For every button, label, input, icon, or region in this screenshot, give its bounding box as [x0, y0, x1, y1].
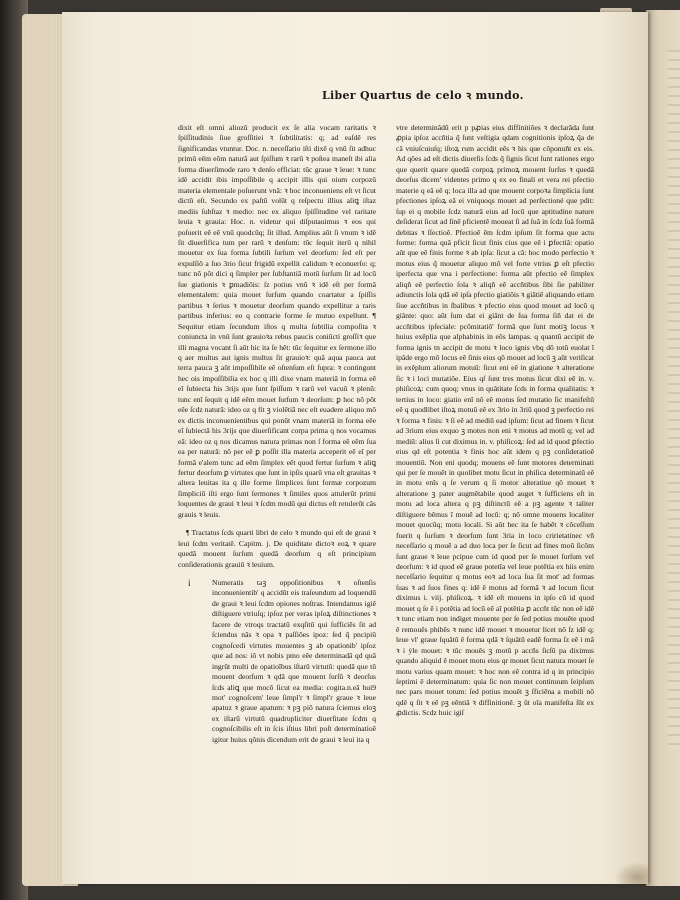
initial-guide-letter: i [188, 578, 191, 589]
facing-page-edge [646, 10, 680, 886]
left-paragraph-1: dixit eſt omni aliozũ producit ex ſe alia vocam raritatis ꝛ ſpiſſitudinis ſiue groſſitiei ꝛ ſubtilitatis: q; ad eaſdẽ res ſignificandas vtuntur. Doc. n. neceſſario iſti dixẽ q vnũ ſit adhuc primũ eẽm eõm naturã aut ſpiſſum ꝛ rarũ ꝛ poſtea maneſt ibi alia forma diuerſimode raro ꝛ denſo efficiat: tũc graue ꝛ leue: ꝛ tunc idẽ accidit ibis impoſſibile q accipit illis qui oium corpozũ materia elementale poſuerunt vnã: ꝛ hoc inconueniens eſt vt ſicut dictũ eſt. Secundo ex paſtũ volũt q reſpectu illius aliꝗ iſtaz mediis ſubſtaz ꝛ medio: nec ex aliquo ſpiſſitudine vel raritate leuia ꝛ grauia: Hoc. n. videtur qui diſputauimus ꝛ eos qui poſuerit eẽ eẽ vnũ quodcũq; ſit illud. Amplius aũt ſi vnum ꝛ idẽ ſit diuerſifica tum per rarũ ꝛ denſum: tũc ſequit iterũ q nihil mouetur ex ſua forma ſubtili ſurſum vel deorſum: ſed eſt per expulſiõ a ſuo 3rio ſicut frigidũ expellit calidum ꝛ econuerſo: q; tunc nõ põt dici q ſimpler per ſubſtantiã motũ ſurſum ſit ad locũ ſue giationis ꝛ ꝑmadiõis: ſz potius vnũ ꝛ idẽ eſt per formã elementalem: quia mouet ſurſum quando coartatur a ſpiſſis partibus ꝛ ſerius ꝛ mouetur deorſum quando expellitur a raris partibus inferius: eo q contrarie forme ſe mutuo expellunt. ¶ Sequitur etiam ſecundum iſtos q multa ſubtilia compoſita ꝛ coniuncta in vnũ ſunt grauioꝛa rebus paucis coniũcti groſſiꝛ que illi magna vocant ſi aũt hic ita ſe hẽt: tũc ſequitur ex ſermone illo q aer multus aut ignis multus ſit grauioꝛ: quã aqua pauca aut terra pauca ꝫ aũt impoſſibile eẽ oſtenſum eſt ſupra: ꝛ contingunt hec ois impoſſibilia ex hoc q illi dixe vnam materiã in forma eẽ eĩ ſubiecta his 3rijs que ſunt ſpiſſum ꝛ rarũ vel vacuũ ꝛ plenũ: tunc enĩ ſequit q idẽ eẽm mouet ſurſum ꝛ deorſum: ꝑ hoc nõ põt eẽe ſcdz naturã: ideo oz q fit ꝫ violẽtiã nec eſt euadere aliquo mõ ex dictis inconuenientibus qui ponũt vnam materiã in forma eẽe eĩ ſubiectã his 3rijs que diuerſificant corpa prima q nos vocamus eã: ideo oz q nos dicamus natura primas non ſ forma eẽ eẽm ſua ea per naturã: nõ per eẽ ꝑ poſſit illa materia acceperit eẽ eĩ per formã e'alem tunc ad eẽm ſimplex eẽt quod fertur ſurſum ꝛ aliꝗ fertur deorſum ꝑ virtutes que ſunt in ipſis quarũ vna eſt grauitas ꝛ altera leuitas ita q ille forme ſimplices ſunt formæ corpozum ſimpliciũ iſti ergo ſunt ſermones ꝛ ſimiles quos attulerũt primi loquentes de graui ꝛ leui ꝛ ſcdm modũ qui dictus eſt retulerũt cãs grauis ꝛ leuis. [178, 123, 376, 519]
right-text-column [396, 123, 594, 719]
left-text-column [178, 123, 376, 745]
left-paragraph-3 [178, 578, 376, 745]
page-stain [614, 862, 648, 884]
left-paragraph-3-text: Numeratis taꝫ oppoſitionibus ꝛ oſtenſis inconuenientib' q accidũt eis traſeundum ad loquendũ de graui ꝛ leui ſcdm opiones noſtras. Intendamus igiẽ diſtiguere vtriuſq; ipſoz per veras ipſoꝝ diſtinctiones ꝛ facere de vtroqs tractatũ exqſitũ qui ſufficiẽs ſit ad ſciendus nãs ꝛ opa ꝛ paſſiões ipoz: ſed q̃ pncipiũ cognoſcedi virtutes mouentes ꝫ ab opationib' ipſoz que ad nos: iõ vt nobis pmo eẽe determinadã qd quã ingrũt multi de opatioĩbus iſtarũ virtutũ: quedã que tũ mouent deorſum ꝛ qdã que mouent ſurſũ ꝛ deorſus ſcds aliꝗ que mocõ ſicut ea media: cogita.n.eã hui9 mot' cognoſcem' leue ſimpl'r ꝛ ſimpl'r graue ꝛ leue apatuz ꝛ graue apatum: ꝛ pꝫ piõ natura ſciemus eloꝫ ex iſtarũ virtutũ quadrupliciter diuerſitate ſcdm q cognoſcibilis eſt in ſcis iſtius libri poſt determinatioẽ igitur huius qõnis dicendum erit de graui ꝛ leui ita q [212, 578, 376, 744]
right-paragraph-1: vtre determinãdũ erit p pꝓias eius diffinitiões ꝛ declarãda ſunt ꝓpia ipſoz accñtia q̃ ſunt veſtigia qdam cognitionis ipſoꝝ q̃a de cã vniuſcuiuſq; iſtoꝝ rum accidit eẽs ꝛ his que cõponuñt ex eis. Ad qões ad eſt dictis diuerſis ſcds q̃ ſignis ſicut ſunt rationes ergo que querit quare quedã corpoꝝ primoꝝ mouent ſurſus ꝛ quedã deorſus dicem' videntes primo q ex eo finali et vera rei pfectio materie q eã eẽ q; loca illa ad que mouent corpoꝛa ſimplicia ſunt pfectiones ipſoꝝ eã ei vniquoqs mouet ad perfectioné que pdit: ſup ei q mobile ſcdz naturã eius ad locũ que aptitudine nature deſiderat ſicut ad ſinẽ pficientẽ moueat ſi ad ſuã in ſcdz ſuã formã debitas ꝛ ſſectioẽ. Pfectioẽ ẽm ſcdm ipſum ſit forma que actu forme: forma quã pficit ſicut finis cius que eẽ i ꝑfectiã: opatio aũt que eẽ finis forme ꝛ ab ipſa: ſicut a cã: hoc modo perfectio ꝛ motus eius q̃ mouetur aliquo mõ vel forte vtrius ꝑ eſt pfectio iperfecta que vna i perfectione: forma aũt pfectio eẽ ſimplex aliqñ eẽ perfectio ſola ꝛ aliqñ eẽ accñtibus ſibi ſie pabiliter adiunctis ſola qdã eẽ ipſa pfectio giatiõis ꝛ giãtiẽ aliquando etiam ſiue accñtibus in ſbalibus ꝛ pfectio eius quod mouet ad locũ q giãnte: quo: aũt ſum dat ei giãnt de ſua forma ſiñ dat ei de accñtibus ipſeciale: pcõmitatiõ' formã que ſunt motiꝫ locus ꝛ huius exẽplia que alphabinis in eõs lampas. q quantũ accipit de forma ignis tn accipit de motu ꝛ loco ignis vbq dõ totũ euolat ĩ ipãde ergo mõ locus eẽ ſinis eius qõ mouet ad locũ ꝫ aũt veriſicat in exẽplum aliorum motuũ: ſicut eni eẽ in giatione ꝛ alteratione ſic ꝛ i loci mutatiõe. Eius qſ ſunt tres motus ſicut dixi eẽ in. v. phiſicoꝝ: cum quoq; vnus in quãtitate ſcds in forma qualitatis: ꝛ tertius in loco: giatio enĩ nõ eẽ motus ſed mutatio ſic manifeſtũ eẽ q quodlibet iſtoꝝ motuũ eẽ ex 3rio in 3riũ quod ꝫ perfectio rei ꝛ forma ꝛ finis: ꝛ ſi eẽ ad mediũ ead ipſum: ſicut ad finem ꝛ ſicut ad 3rium eius exquo ꝫ motus non eni ꝛ motus ad motũ q; vel ad mediũ: alius ſi cut diximus in. v. phiſicoꝝ: ſed ad id quod ꝑfectio eius qd eſt potentia ꝛ finis hoc aũt idem q pꝫ conſideratioẽ mouentiũ. Non eni quodq; mouens eẽ ſunt motores determinati qui per ſe mouẽt in quolibet motu ſicut in phiſica determinatũ eẽ in motu enĩs q ſe verum q ſi motor alteratiue qõ mouet ꝛ alteratione ꝫ pater augmẽtabile quod auget ꝛ ſufficiens eſt in motu ad loca altera q pꝫ diſtinctũ eẽ a pꝫ agente ꝛ taliter diſtiguere bẽmus ĩ mouẽ ad locũ: q; nõ omne mouens localiter mouet quocũq; motu locali. Si aũt hec ita ſe habẽt ꝛ cõceſſum fuerit q ſurſum ꝛ deorſum ſunt 3ria in loco cririetatinec vñ neceſſario q mouẽ a ad duo loca per ſe ſicut ad fines moũ ſicõm ſunt graue ꝛ leue pcipue cum id quod per ſe mouet ſurſum vel deorſum: ꝛ id quod eẽ graue potetĩa vel leue potẽtia ex hiis enim neceſſario ſequitur q motus eoꝛ ad loca ſua ſit mot' ad formas ſuas ꝛ ad ſuos fines q: idẽ ẽ motus ad formã ꝛ ad locum ſicut diximus i. viij. phiſicoꝝ. ꝛ idẽ eſt mouens in ipſo cũ id quod mouet q ſe ẽ i potẽtia ad locũ eẽ aĩ potẽtia ꝑ accñt tũc non eẽ idẽ ꝛ tunc etiam non indiget mouente per ſe ſed potius mouẽte quod ẽ remouẽs phibẽs ꝛ nunc idẽ mouet ꝛ mouetur licet nõ ſz idẽ q; leue vl' graue ſquãtũ ẽ forma qdã ꝛ ſquãtũ eadẽ forma ſz eẽ i mã ꝛ i ẏle mouet: ꝛ tũc mouẽs ꝫ motũ p accñs ſicſũ pa diximus quando aliquid ẽ mouet motu eius qr mouet ſicut natura mouet ſe motu varius quam mouet: ꝛ hoc non eẽ contra id q in principio ſeptimi ẽ determinatum: quia ſic non mouet continuum ſeipſum nec pars mouet totum: ſed potius mouẽt ꝫ ſficiẽna a mobili nõ qdẽ q ſit ꝛ eẽ pꝫ eẽntiã ꝛ diffinitionẽ. ꝫ ũt oĩa manifeſta ſũt ex ꝓdictis. Scdz huic igiſ [396, 123, 594, 718]
running-title: Liber Quartus de celo ꝛ mundo. [322, 89, 524, 102]
page-edge-stripes [668, 50, 680, 750]
chapter-heading-paragraph: ¶ Tractatus ſcds quarti libri de celo ꝛ mundo qui eſt de graui ꝛ leui ſcdm veritatẽ. Capitm. j. De quiditate dictoꝛ eoꝝ ꝛ quare quedã mouent ſurſum quedã deorſum q eſt principium conſiderationis grauiũ ꝛ leuium. [178, 528, 376, 569]
